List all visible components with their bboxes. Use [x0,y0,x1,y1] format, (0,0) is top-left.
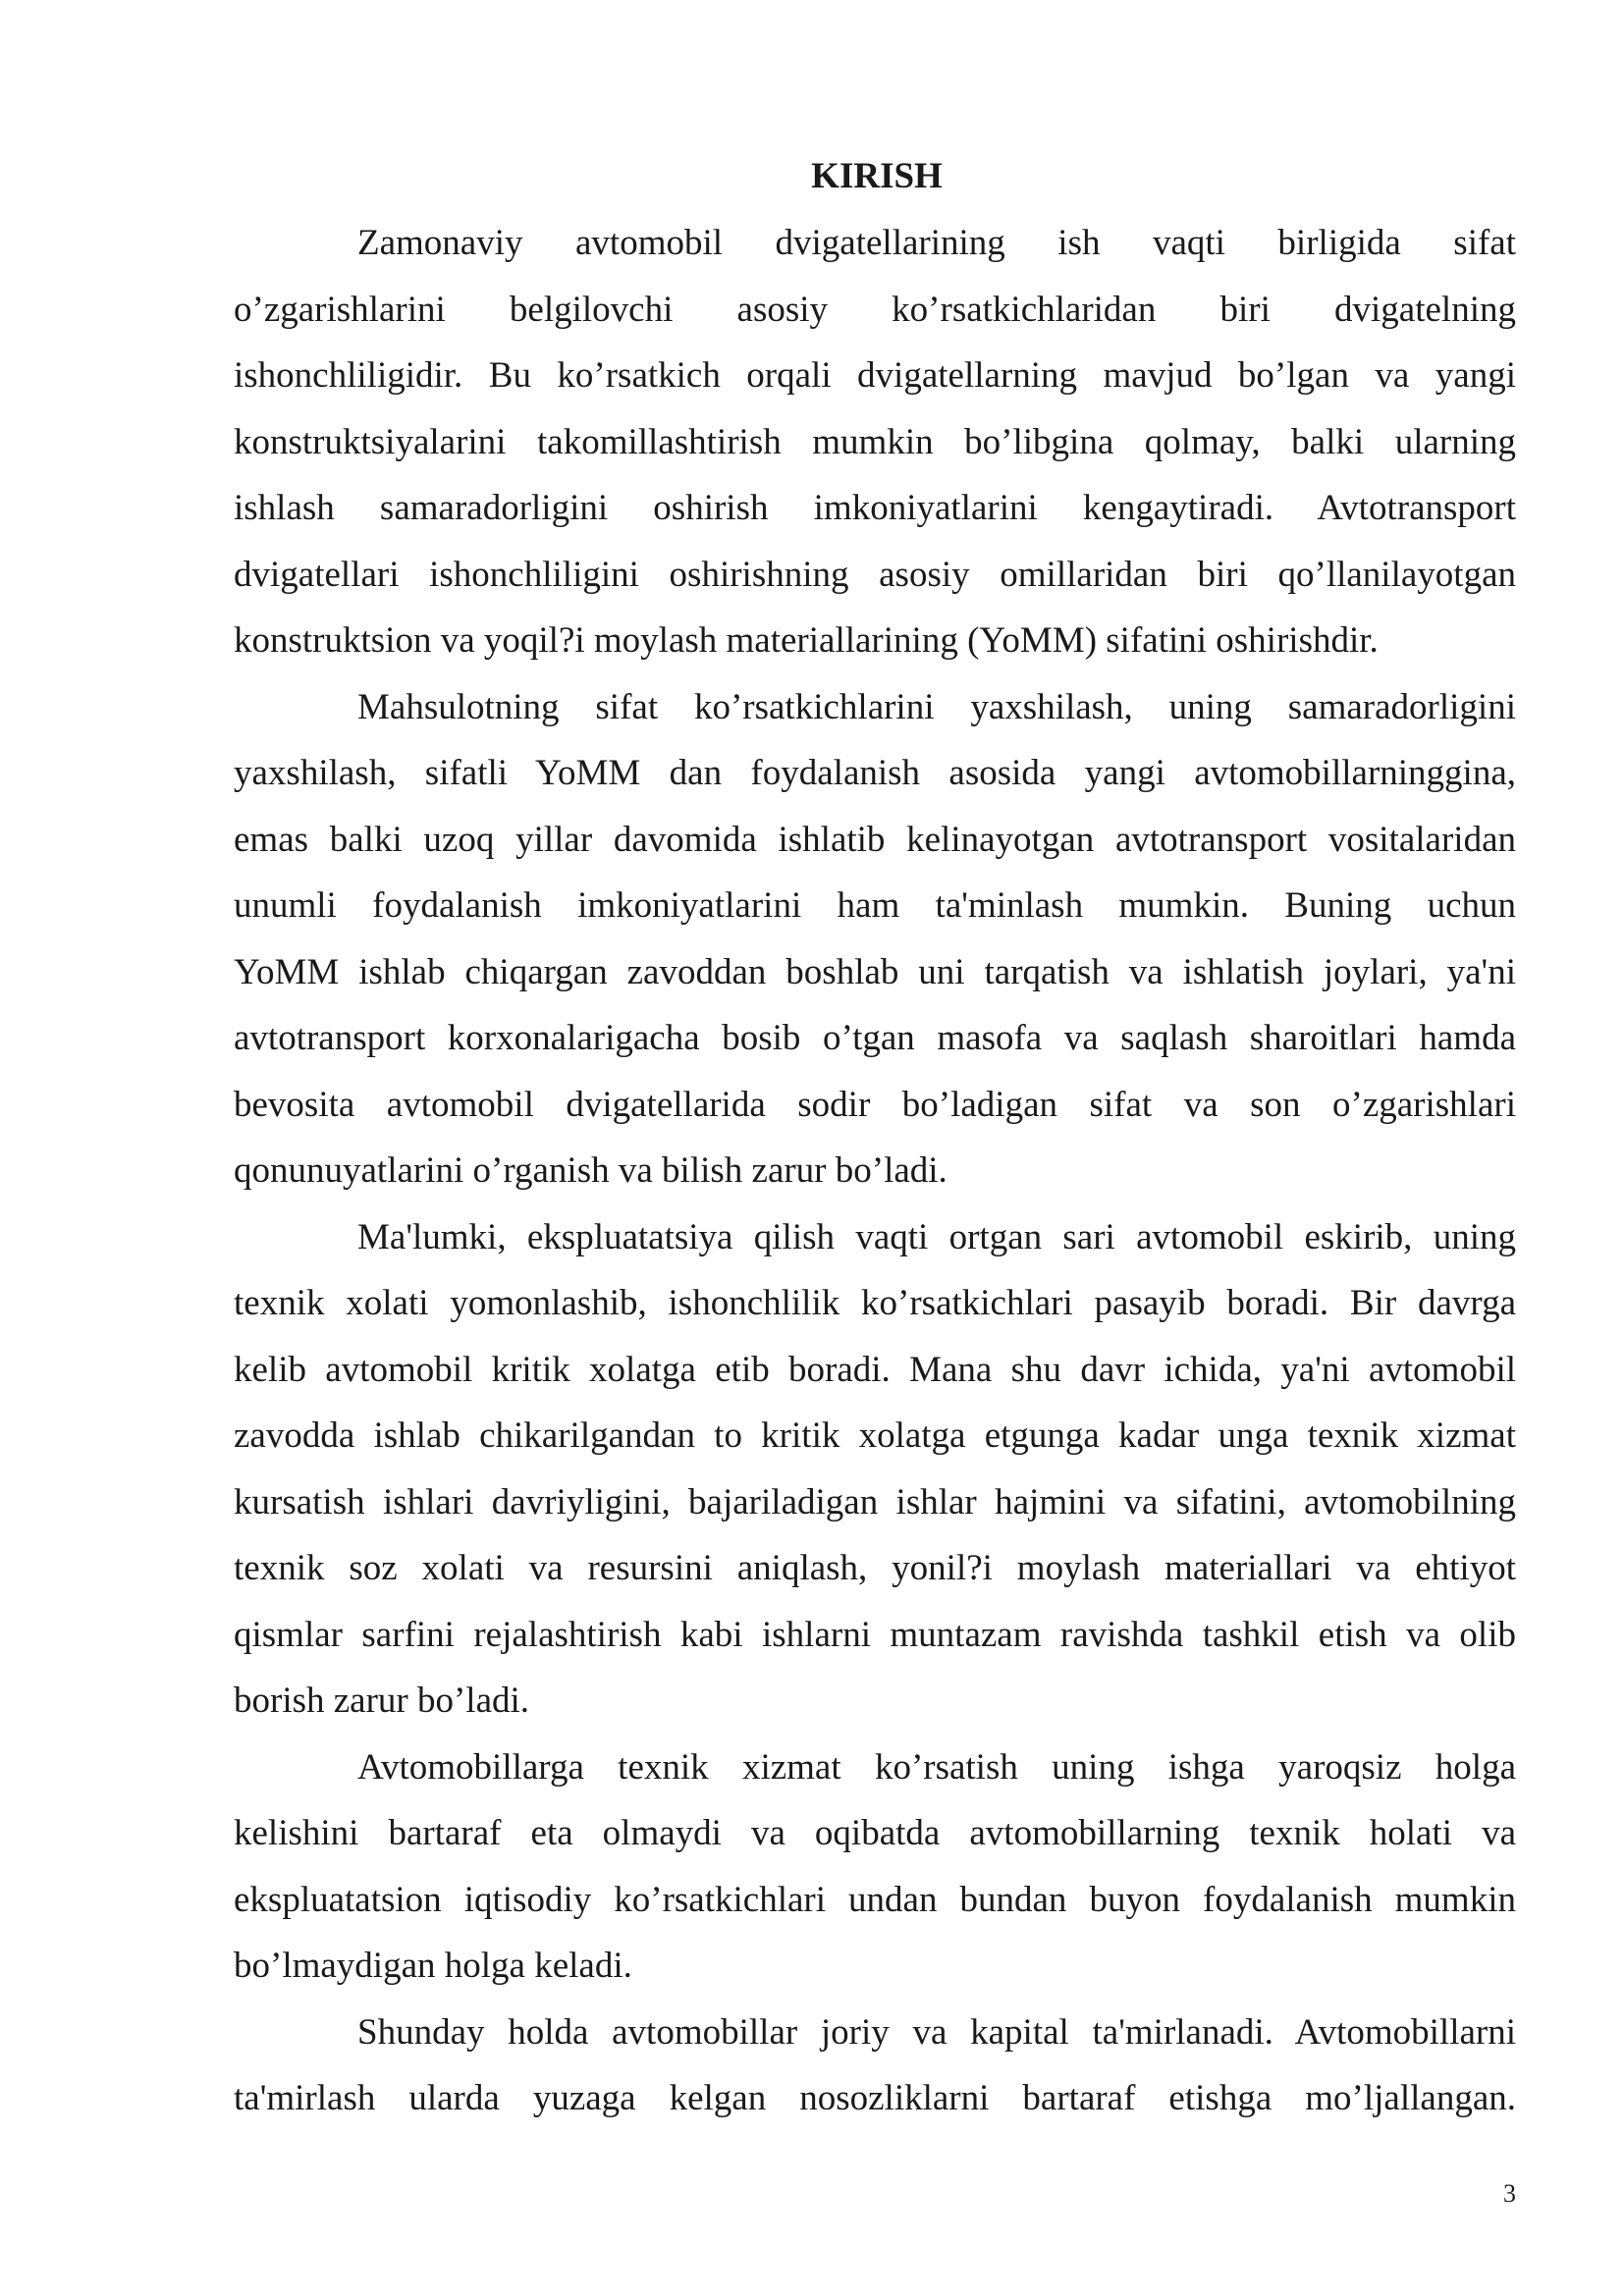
text-line: YoMM ishlab chiqargan zavoddan boshlab uni tarqatish va ishlatish joylari, ya'ni [234,951,1516,992]
text-line: qismlar sarfini rejalashtirish kabi ishlarni muntazam ravishda tashkil etish va olib [234,1614,1516,1655]
text-line: avtotransport korxonalarigacha bosib o’tgan masofa va saqlash sharoitlari hamda [234,1018,1516,1058]
text-line: ekspluatatsion iqtisodiy ko’rsatkichlari undan bundan buyon foydalanish mumkin [234,1879,1516,1920]
text-line: qonunuyatlarini o’rganish va bilish zarur bo’ladi. [234,1150,947,1191]
text-line: Zamonaviy avtomobil dvigatellarining ish vaqti birligida sifat [357,223,1516,263]
text-line: o’zgarishlarini belgilovchi asosiy ko’rsatkichlaridan biri dvigatelning [234,289,1516,330]
text-line: kelib avtomobil kritik xolatga etib boradi. Mana shu davr ichida, ya'ni avtomobil [234,1349,1516,1390]
text-line: konstruktsion va yoqil?i moylash materiallarining (YoMM) sifatini oshirishdir. [234,620,1379,661]
text-line: konstruktsiyalarini takomillashtirish mumkin bo’libgina qolmay, balki ularning [234,421,1516,462]
text-line: borish zarur bo’ladi. [234,1681,530,1721]
text-line: unumli foydalanish imkoniyatlarini ham ta'minlash mumkin. Buning uchun [234,885,1516,926]
text-line: yaxshilash, sifatli YoMM dan foydalanish asosida yangi avtomobillarninggina, [234,753,1516,793]
text-line: kursatish ishlari davriyligini, bajariladigan ishlar hajmini va sifatini, avtomobilning [234,1481,1516,1522]
text-line: Avtomobillarga texnik xizmat ko’rsatish uning ishga yaroqsiz holga [357,1746,1516,1788]
text-line: Ma'lumki, ekspluatatsiya qilish vaqti ortgan sari avtomobil eskirib, uning [357,1216,1516,1257]
paragraph [234,1210,1516,1740]
body-text [234,216,1516,2138]
text-line: texnik soz xolati va resursini aniqlash, yonil?i moylash materiallari va ehtiyot [234,1548,1516,1588]
text-line: bo’lmaydigan holga keladi. [234,1946,632,1986]
text-line: Shunday holda avtomobillar joriy va kapital ta'mirlanadi. Avtomobillarni [357,2011,1516,2053]
paragraph [234,2005,1516,2138]
paragraph [234,1740,1516,2005]
text-line: zavodda ishlab chikarilgandan to kritik xolatga etgunga kadar unga texnik xizmat [234,1415,1516,1456]
text-line: emas balki uzoq yillar davomida ishlatib kelinayotgan avtotransport vositalaridan [234,819,1516,860]
text-line: bevosita avtomobil dvigatellarida sodir bo’ladigan sifat va son o’zgarishlari [234,1084,1516,1125]
text-line: ishonchliligidir. Bu ko’rsatkich orqali dvigatellarning mavjud bo’lgan va yangi [234,355,1516,396]
text-line: Mahsulotning sifat ko’rsatkichlarini yaxshilash, uning samaradorligini [357,686,1516,727]
paragraph [234,680,1516,1210]
text-line: ishlash samaradorligini oshirish imkoniyatlarini kengaytiradi. Avtotransport [234,488,1516,528]
text-line: dvigatellari ishonchliligini oshirishning asosiy omillaridan biri qo’llanilayotgan [234,554,1516,595]
page-title: KIRISH [811,156,943,196]
text-line: kelishini bartaraf eta olmaydi va oqibatda avtomobillarning texnik holati va [234,1813,1516,1853]
text-line: ta'mirlash ularda yuzaga kelgan nosozliklarni bartaraf etishga mo’ljallangan. [234,2078,1516,2118]
page-number: 3 [1503,2179,1516,2208]
text-line: texnik xolati yomonlashib, ishonchlilik ko’rsatkichlari pasayib boradi. Bir davrga [234,1283,1516,1323]
paragraph [234,216,1516,680]
